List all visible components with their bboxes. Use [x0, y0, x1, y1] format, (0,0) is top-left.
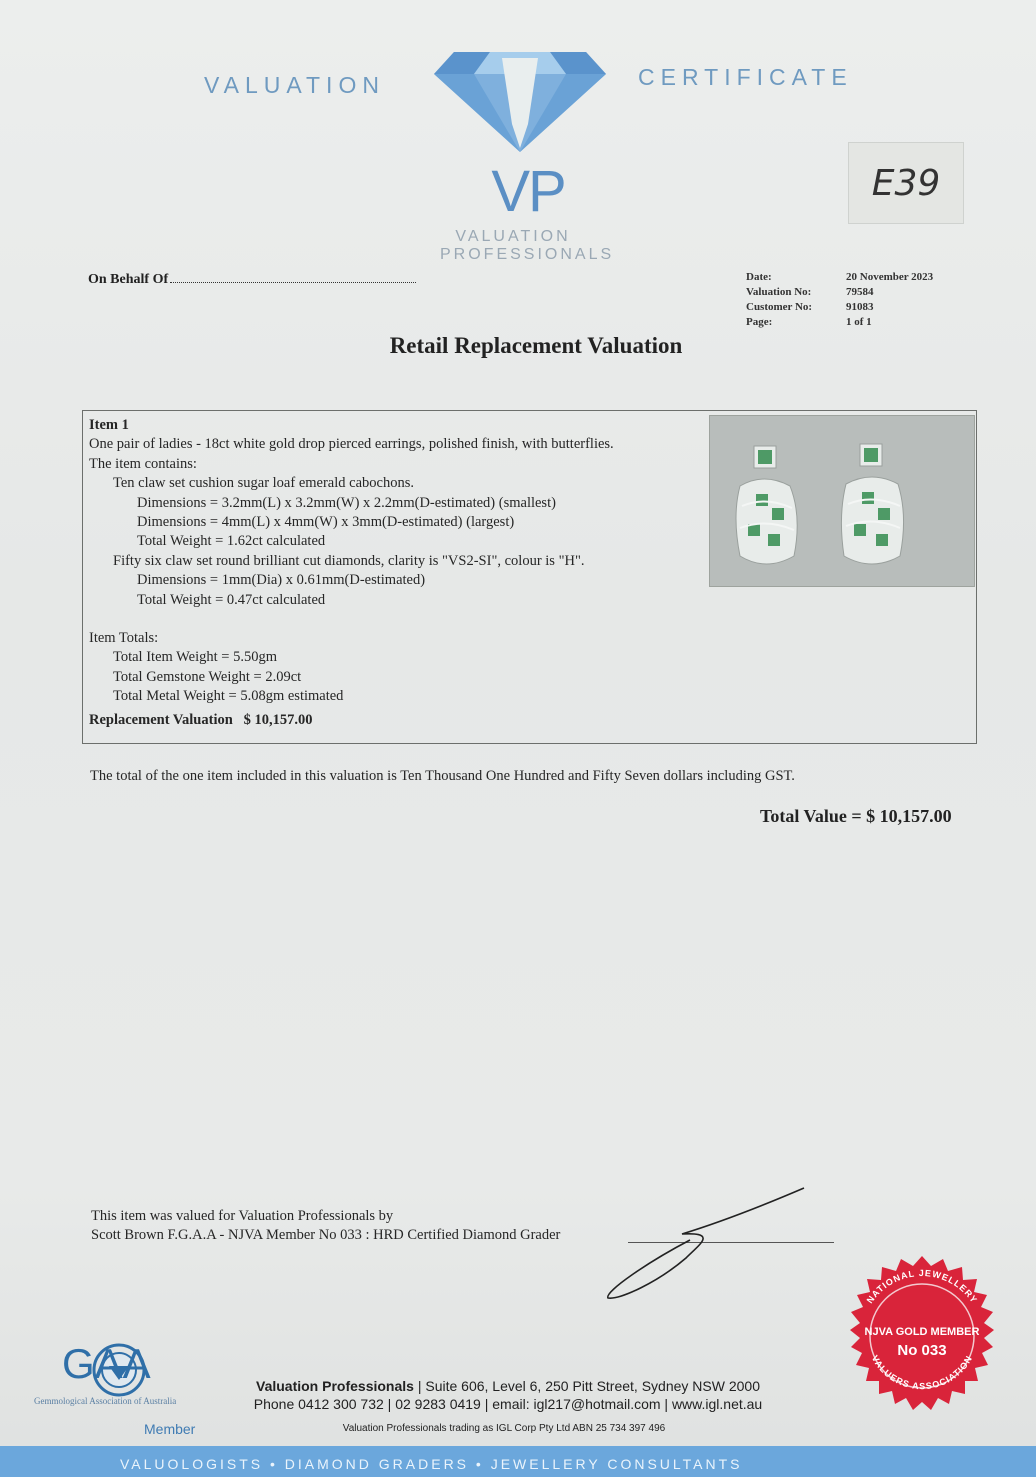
on-behalf-of	[88, 272, 416, 288]
footer-legal: Valuation Professionals trading as IGL Corp Pty Ltd ABN 25 734 397 496	[342, 1423, 666, 1434]
emerald-dimensions-small: Dimensions = 3.2mm(L) x 3.2mm(W) x 2.2mm(D-estimated) (smallest)	[137, 494, 556, 511]
total-gemstone-weight: Total Gemstone Weight = 2.09ct	[113, 668, 302, 685]
on-behalf-label: On Behalf Of	[88, 272, 169, 287]
footer-company: Valuation Professionals	[256, 1378, 414, 1394]
seal-ring-bottom: VALUERS ASSOCIATION	[869, 1353, 975, 1392]
diamond-dimensions: Dimensions = 1mm(Dia) x 0.61mm(D-estimated)	[137, 572, 426, 589]
logo-sub-professionals: PROFESSIONALS	[440, 246, 615, 263]
earrings-image-icon	[710, 416, 974, 586]
valuation-no-label: Valuation No:	[746, 286, 812, 298]
customer-no-label: Customer No:	[746, 301, 813, 313]
page-label: Page:	[746, 316, 773, 328]
seal-member-number: No 033	[897, 1342, 947, 1359]
logo-initials: VP	[491, 159, 565, 224]
diamond-description: Fifty six claw set round brilliant cut diamonds, clarity is "VS2-SI", colour is "H".	[113, 552, 585, 569]
earrings-photo	[709, 415, 975, 587]
footer-contact: Phone 0412 300 732 | 02 9283 0419 | email: igl217@hotmail.com | www.igl.net.au	[253, 1396, 763, 1412]
header-left-word: VALUATION	[204, 72, 385, 98]
logo-sub-valuation: VALUATION	[455, 228, 571, 245]
emerald-description: Ten claw set cushion sugar loaf emerald cabochons.	[113, 475, 414, 492]
document-title: Retail Replacement Valuation	[389, 333, 683, 358]
signature-icon	[598, 1182, 818, 1302]
total-value: Total Value = $ 10,157.00	[760, 806, 952, 826]
seal-ring-top: NATIONAL JEWELLERY	[864, 1267, 980, 1306]
item-details	[89, 416, 614, 731]
gaa-member-label: Member	[144, 1421, 196, 1437]
bottom-band-text: VALUOLOGISTS • DIAMOND GRADERS • JEWELLERY CONSULTANTS	[120, 1456, 743, 1472]
emerald-total-weight: Total Weight = 1.62ct calculated	[137, 533, 326, 550]
item-heading: Item 1	[89, 417, 129, 433]
item-box	[82, 410, 977, 744]
valuer-statement	[91, 1207, 560, 1245]
diamond-total-weight: Total Weight = 0.47ct calculated	[137, 591, 326, 608]
total-metal-weight: Total Metal Weight = 5.08gm estimated	[113, 688, 344, 705]
gaa-logo-text: GAA	[62, 1340, 151, 1387]
valuer-line-1: This item was valued for Valuation Professionals by	[91, 1208, 394, 1224]
reference-sticker: E39	[848, 142, 964, 224]
valuation-no-value: 79584	[846, 286, 874, 298]
on-behalf-blank	[170, 272, 416, 283]
valuation-meta	[746, 271, 933, 331]
date-value: 20 November 2023	[846, 271, 934, 283]
seal-gold-member: NJVA GOLD MEMBER	[864, 1326, 980, 1338]
total-item-weight: Total Item Weight = 5.50gm	[113, 649, 277, 666]
date-label: Date:	[746, 271, 772, 283]
item-contains: The item contains:	[89, 455, 197, 472]
replacement-valuation: Replacement Valuation $ 10,157.00	[89, 712, 313, 729]
header-right-word: CERTIFICATE	[638, 64, 853, 90]
item-description: One pair of ladies - 18ct white gold drop pierced earrings, polished finish, with butterflies.	[89, 436, 614, 453]
page-value: 1 of 1	[846, 316, 872, 328]
gaa-subtitle: Gemmological Association of Australia	[34, 1396, 177, 1406]
diamond-logo-icon	[430, 44, 610, 154]
emerald-dimensions-large: Dimensions = 4mm(L) x 4mm(W) x 3mm(D-estimated) (largest)	[137, 513, 515, 530]
item-totals-heading: Item Totals:	[89, 629, 159, 646]
footer-address-text: | Suite 606, Level 6, 250 Pitt Street, Sydney NSW 2000	[413, 1378, 760, 1394]
customer-no-value: 91083	[846, 301, 874, 313]
valuation-summary: The total of the one item included in this valuation is Ten Thousand One Hundred and Fifty Seven dollars including GST.	[90, 768, 795, 784]
valuer-line-2: Scott Brown F.G.A.A - NJVA Member No 033 : HRD Certified Diamond Grader	[91, 1227, 561, 1243]
